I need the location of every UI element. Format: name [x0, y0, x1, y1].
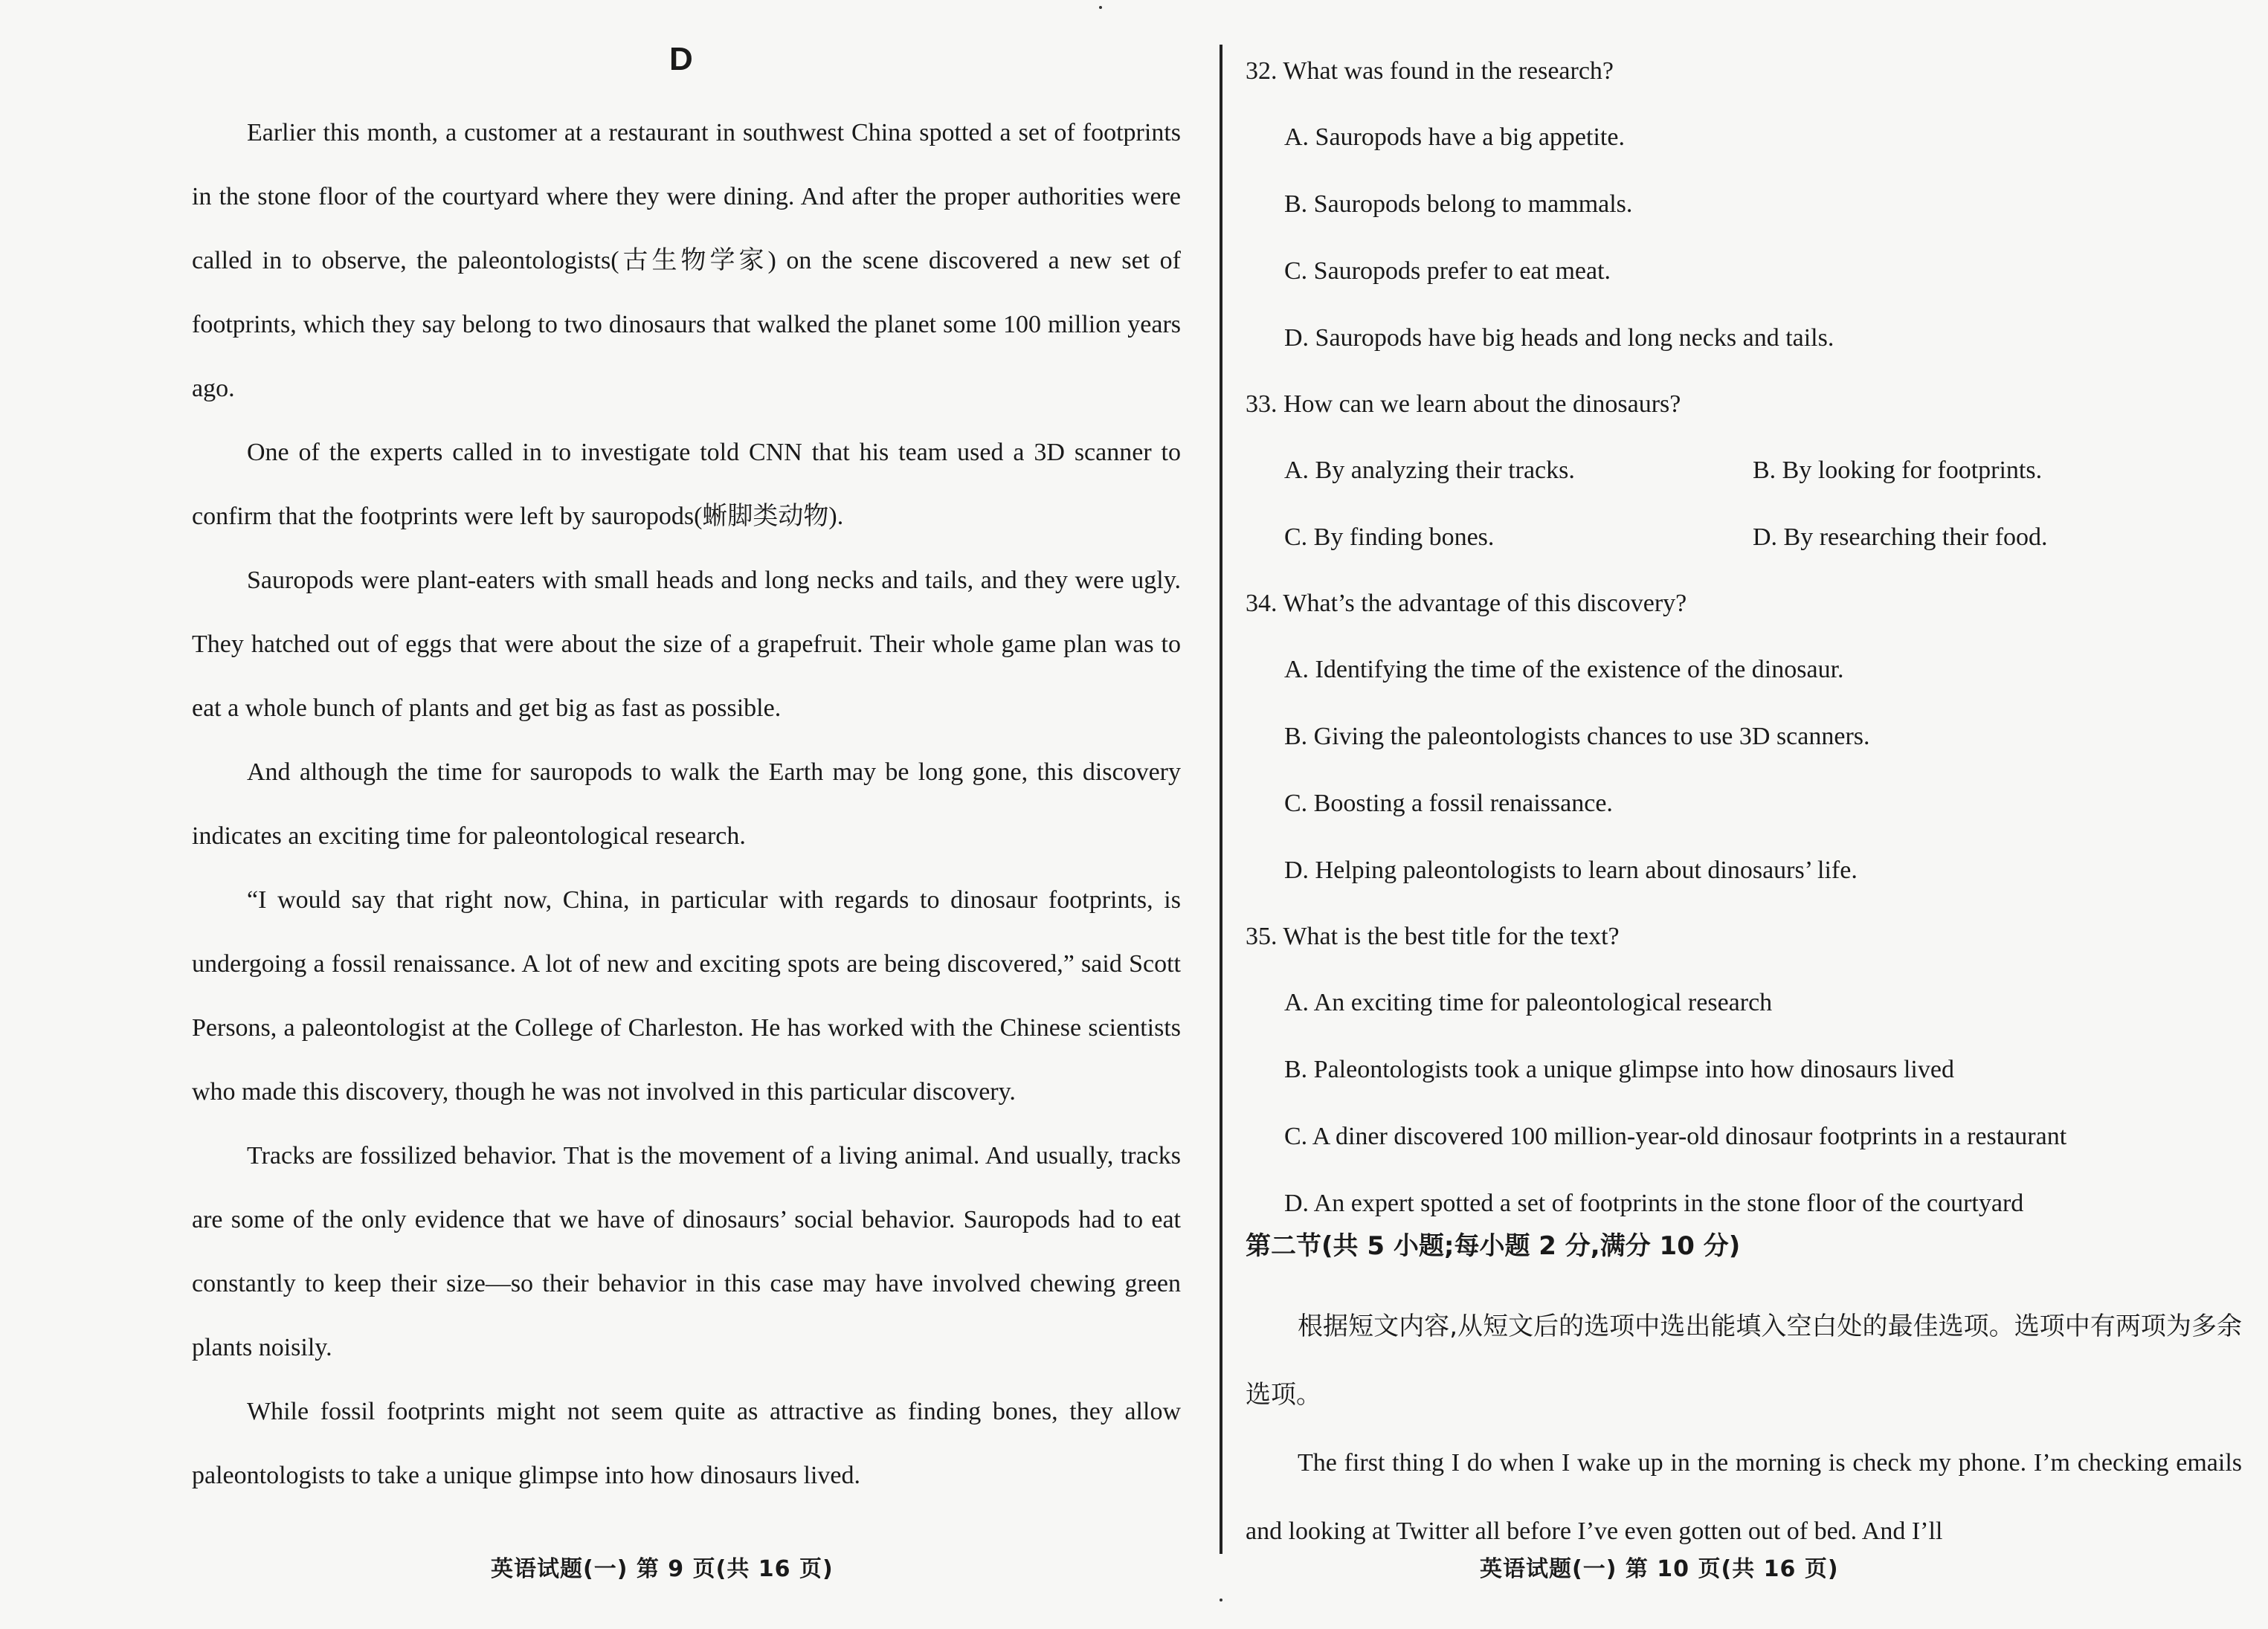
answer-option[interactable]: B. Giving the paleontologists chances to use 3D scanners.: [1284, 723, 1870, 750]
fold-mark: [1099, 6, 1102, 9]
question-34: [1246, 571, 2242, 904]
passage-paragraph: While fossil footprints might not seem quite as attractive as finding bones, they allow paleontologists to take a unique glimpse into how dinosaurs lived.: [192, 1398, 1181, 1489]
passage-paragraph: Tracks are fossilized behavior. That is the movement of a living animal. And usually, tracks are some of the only evidence that we have of dinosaurs’ social behavior. Sauropods had to eat constantly to keep their size—so their behavior in this case may have involved chewing green plants noisily.: [192, 1142, 1181, 1361]
answer-option[interactable]: C. Boosting a fossil renaissance.: [1284, 790, 1613, 817]
answer-option[interactable]: A. Sauropods have a big appetite.: [1284, 123, 1625, 151]
question-33: [1246, 372, 2242, 571]
passage-paragraph: And although the time for sauropods to walk the Earth may be long gone, this discovery indicates an exciting time for paleontological research.: [192, 758, 1181, 850]
question-list: [1246, 39, 2242, 1237]
options-grid: [1284, 437, 2242, 571]
answer-option[interactable]: A. Identifying the time of the existence of the dinosaur.: [1284, 656, 1844, 683]
question-stem: 33. How can we learn about the dinosaurs?: [1246, 390, 1681, 418]
answer-option[interactable]: D. By researching their food.: [1753, 523, 2048, 551]
answer-option[interactable]: B. Sauropods belong to mammals.: [1284, 190, 1633, 218]
reading-passage: [192, 101, 1181, 1508]
question-32: [1246, 39, 2242, 372]
page-footer-left: 英语试题(一) 第 9 页(共 16 页): [491, 1556, 834, 1582]
question-stem: 34. What’s the advantage of this discovery?: [1246, 590, 1687, 617]
answer-option[interactable]: A. By analyzing their tracks.: [1284, 457, 1575, 484]
section-heading: 第二节(共 5 小题;每小题 2 分,满分 10 分): [1246, 1231, 1741, 1261]
passage-paragraph: “I would say that right now, China, in particular with regards to dinosaur footprints, is undergoing a fossil renaissance. A lot of new and exciting spots are being discovered,” said Scott Persons, a paleontologist at the College of Charleston. He has worked with the Chinese scientists who made this discovery, though he was not involved in this particular discovery.: [192, 886, 1181, 1106]
answer-option[interactable]: B. By looking for footprints.: [1753, 457, 2043, 484]
question-35: [1246, 904, 2242, 1237]
passage-paragraph: Earlier this month, a customer at a restaurant in southwest China spotted a set of footprints in the stone floor of the courtyard where they were dining. And after the proper authorities were called in to observe, the paleontologists(古生物学家) on the scene discovered a new set of footprints, which they say belong to two dinosaurs that walked the planet some 100 million years ago.: [192, 119, 1181, 402]
answer-option[interactable]: B. Paleontologists took a unique glimpse into how dinosaurs lived: [1284, 1056, 1954, 1083]
passage-paragraph: Sauropods were plant-eaters with small heads and long necks and tails, and they were ugly. They hatched out of eggs that were about the size of a grapefruit. Their whole game plan was to eat a whole bunch of plants and get big as fast as possible.: [192, 567, 1181, 722]
question-stem: 35. What is the best title for the text?: [1246, 923, 1620, 950]
passage-paragraph: One of the experts called in to investigate told CNN that his team used a 3D scanner to confirm that the footprints were left by sauropods(蜥脚类动物).: [192, 439, 1181, 530]
passage-paragraph: The first thing I do when I wake up in the morning is check my phone. I’m checking emails and looking at Twitter all before I’ve even gotten out of bed. And I’ll: [1246, 1449, 2242, 1545]
question-stem: 32. What was found in the research?: [1246, 57, 1614, 85]
section-letter: D: [669, 41, 693, 77]
answer-option[interactable]: C. By finding bones.: [1284, 523, 1495, 551]
answer-option[interactable]: C. A diner discovered 100 million-year-old dinosaur footprints in a restaurant: [1284, 1123, 2067, 1150]
section2-body: [1246, 1292, 2242, 1566]
section-instructions: 根据短文内容,从短文后的选项中选出能填入空白处的最佳选项。选项中有两项为多余选项。: [1246, 1312, 2242, 1410]
answer-option[interactable]: D. Sauropods have big heads and long necks and tails.: [1284, 324, 1834, 352]
answer-option[interactable]: D. Helping paleontologists to learn about dinosaurs’ life.: [1284, 857, 1858, 884]
answer-option[interactable]: D. An expert spotted a set of footprints in the stone floor of the courtyard: [1284, 1190, 2024, 1217]
page-footer-right: 英语试题(一) 第 10 页(共 16 页): [1480, 1556, 1839, 1582]
answer-option[interactable]: C. Sauropods prefer to eat meat.: [1284, 257, 1611, 285]
answer-option[interactable]: A. An exciting time for paleontological research: [1284, 989, 1773, 1016]
